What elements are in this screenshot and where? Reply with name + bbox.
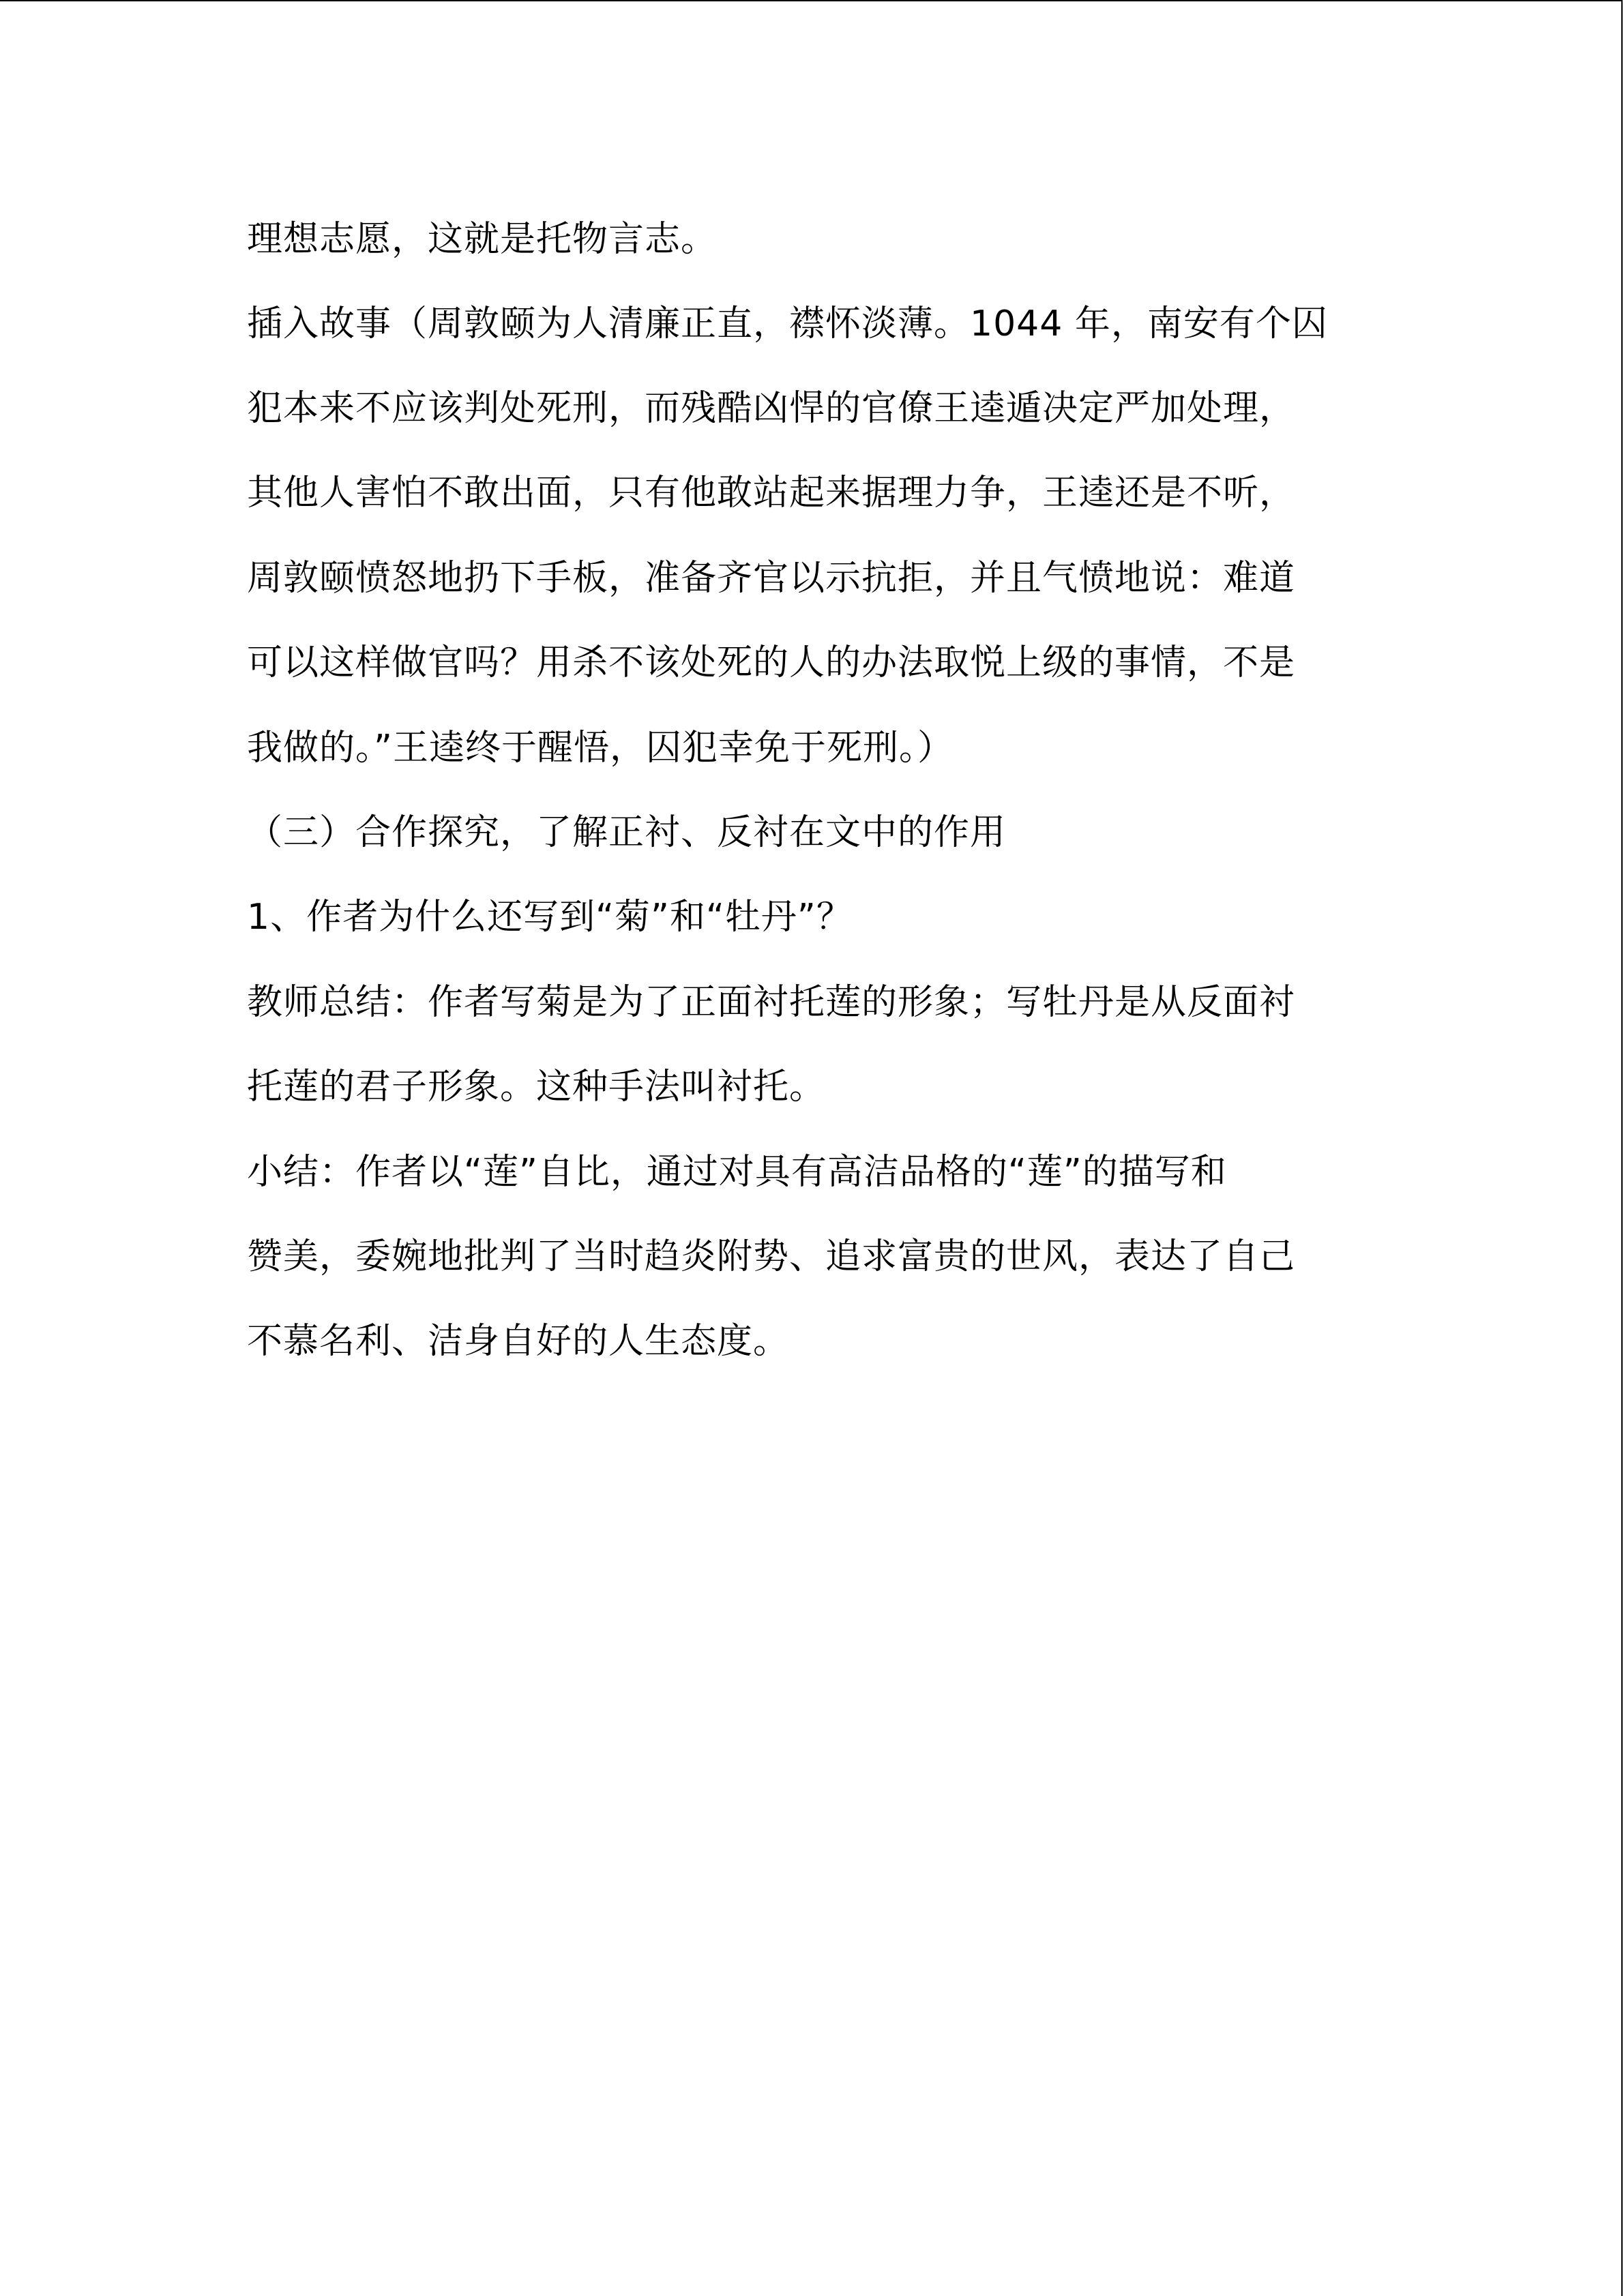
text-line: 其他人害怕不敢出面，只有他敢站起来据理力争，王逵还是不听，	[247, 473, 1296, 513]
text-line: 理想志愿，这就是托物言志。	[247, 219, 718, 260]
text-line: 不慕名利、洁身自好的人生态度。	[247, 1321, 790, 1362]
text-line: 托莲的君子形象。这种手法叫衬托。	[247, 1067, 826, 1107]
question-item: 1、作者为什么还写到“菊”和“牡丹”？	[247, 897, 853, 938]
text-line: 可以这样做官吗？用杀不该处死的人的办法取悦上级的事情，不是	[247, 642, 1296, 683]
text-line: 周敦颐愤怒地扔下手板，准备齐官以示抗拒，并且气愤地说：难道	[247, 558, 1296, 599]
text-line: 赞美，委婉地批判了当时趋炎附势、追求富贵的世风，表达了自己	[247, 1236, 1296, 1277]
text-line: 犯本来不应该判处死刑，而残酷凶悍的官僚王逵遁决定严加处理，	[247, 388, 1296, 429]
section-heading: （三）合作探究，了解正衬、反衬在文中的作用	[247, 812, 1007, 853]
text-line: 教师总结：作者写菊是为了正面衬托莲的形象；写牡丹是从反面衬	[247, 982, 1296, 1023]
text-line: 小结：作者以“莲”自比，通过对具有高洁品格的“莲”的描写和	[247, 1152, 1227, 1193]
text-line: 我做的。”王逵终于醒悟，囚犯幸免于死刑。）	[247, 728, 954, 769]
text-line: 插入故事（周敦颐为人清廉正直，襟怀淡薄。1044 年，南安有个囚	[247, 303, 1328, 344]
